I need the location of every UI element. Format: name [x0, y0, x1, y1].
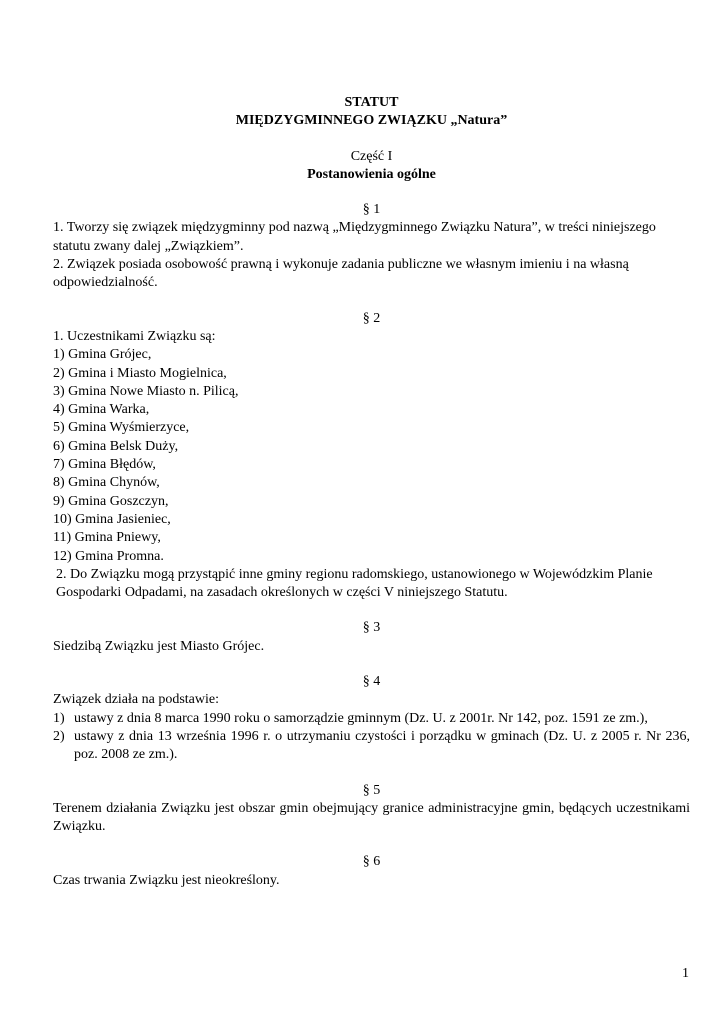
member-list-item: 2) Gmina i Miasto Mogielnica, — [53, 365, 227, 381]
page-number: 1 — [682, 966, 689, 981]
section-mark-4: § 4 — [362, 674, 381, 690]
section-3-text: Siedzibą Związku jest Miasto Grójec. — [53, 638, 265, 654]
member-list-item: 7) Gmina Błędów, — [53, 457, 156, 473]
section-2-intro: 1. Uczestnikami Związku są: — [53, 328, 216, 344]
document-title-line1: STATUT — [344, 95, 399, 110]
section-6-text: Czas trwania Związku jest nieokreślony. — [53, 872, 280, 888]
member-list-item: 4) Gmina Warka, — [53, 402, 150, 418]
member-list-item: 6) Gmina Belsk Duży, — [53, 438, 179, 454]
list-item-text: ustawy z dnia 8 marca 1990 roku o samorządzie gminnym (Dz. U. z 2001r. Nr 142, poz. 1591 ze zm.), — [74, 710, 648, 726]
list-item-number: 2) — [53, 728, 65, 744]
part-label: Część I — [350, 148, 393, 164]
section-mark-6: § 6 — [362, 854, 381, 870]
member-list-item: 1) Gmina Grójec, — [53, 347, 152, 363]
list-item — [53, 728, 690, 765]
list-item-number: 1) — [53, 710, 65, 726]
section-mark-3: § 3 — [362, 620, 381, 636]
section-4-intro: Związek działa na podstawie: — [53, 692, 219, 708]
section-5-text: Terenem działania Związku jest obszar gmin obejmujący granice administracyjne gmin, będących uczestnikami Związku. — [53, 800, 690, 835]
member-list-item: 5) Gmina Wyśmierzyce, — [53, 420, 190, 436]
list-item — [53, 710, 690, 728]
section-1-paragraph-2: 2. Związek posiada osobowość prawną i wykonuje zadania publiczne we własnym imieniu i na własną odpowiedzialność. — [53, 257, 629, 291]
legal-basis-list — [53, 710, 690, 765]
member-list-item: 3) Gmina Nowe Miasto n. Pilicą, — [53, 383, 239, 399]
document-title-line2: MIĘDZYGMINNEGO ZWIĄZKU „Natura” — [235, 113, 508, 129]
member-list-item: 10) Gmina Jasieniec, — [53, 511, 171, 527]
section-mark-2: § 2 — [362, 310, 381, 326]
section-mark-1: § 1 — [362, 202, 381, 218]
section-mark-5: § 5 — [362, 782, 381, 798]
section-1-paragraph-1: 1. Tworzy się związek międzygminny pod nazwą „Międzygminnego Związku Natura”, w treści niniejszego statutu zwany dalej „Związkiem”. — [53, 220, 656, 254]
member-list — [53, 346, 690, 566]
member-list-item: 8) Gmina Chynów, — [53, 475, 160, 491]
part-heading: Postanowienia ogólne — [307, 166, 436, 182]
document-page — [53, 94, 690, 890]
section-2-paragraph-2: 2. Do Związku mogą przystąpić inne gminy regionu radomskiego, ustanowionego w Wojewódzkim Planie Gospodarki Odpadami, na zasadach określonych w części V niniejszego Statutu. — [56, 566, 653, 601]
list-item-text: ustawy z dnia 13 września 1996 r. o utrzymaniu czystości i porządku w gminach (Dz. U. z 2005 r. Nr 236, poz. 2008 ze zm.). — [74, 728, 690, 763]
member-list-item: 12) Gmina Promna. — [53, 548, 164, 564]
member-list-item: 11) Gmina Pniewy, — [53, 530, 161, 546]
member-list-item: 9) Gmina Goszczyn, — [53, 493, 169, 509]
